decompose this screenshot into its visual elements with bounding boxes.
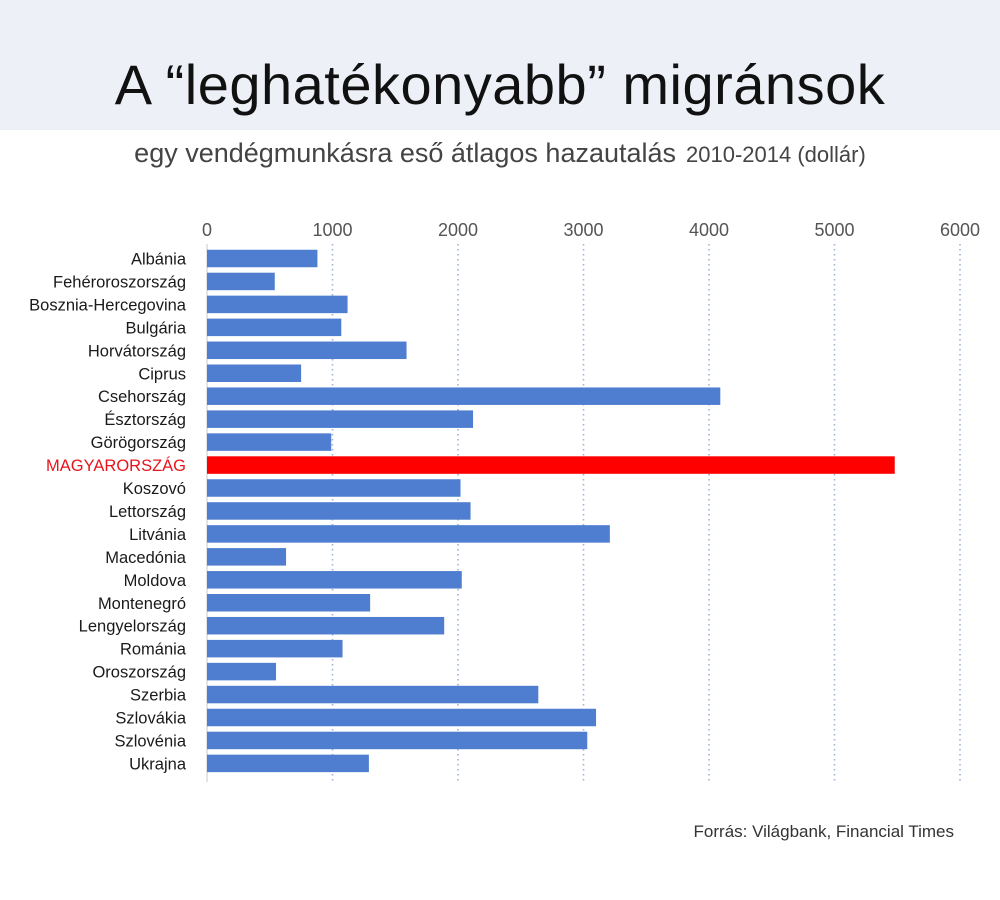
x-tick-label: 3000: [563, 220, 604, 240]
bar-17: [207, 640, 343, 658]
bar-15: [207, 594, 370, 612]
category-label: Fehéroroszország: [53, 273, 186, 292]
category-label: MAGYARORSZÁG: [46, 457, 186, 476]
chart-title: A “leghatékonyabb” migránsok: [114, 53, 886, 116]
bar-14: [207, 571, 462, 589]
bar-8: [207, 433, 331, 451]
bar-18: [207, 663, 276, 681]
category-label: Szerbia: [130, 686, 186, 705]
bar-0: [207, 250, 317, 268]
category-label: Ciprus: [138, 365, 186, 384]
x-tick-label: 2000: [437, 220, 479, 240]
category-label: Bulgária: [125, 319, 186, 338]
category-label: Macedónia: [105, 548, 186, 567]
category-label: Oroszország: [92, 663, 186, 682]
category-label: Románia: [119, 640, 186, 659]
bar-12: [207, 525, 610, 543]
category-label: Csehország: [97, 388, 186, 407]
bar-11: [207, 502, 471, 520]
category-label: Litvánia: [129, 525, 186, 544]
bar-10: [207, 479, 461, 497]
subtitle-main: egy vendégmunkásra eső átlagos hazautalás: [134, 138, 677, 168]
category-label: Szlovákia: [115, 709, 186, 728]
bar-6: [207, 387, 720, 405]
bar-21: [207, 732, 587, 750]
category-label: Albánia: [130, 250, 186, 269]
bar-1: [207, 273, 275, 291]
bar-2: [207, 296, 348, 314]
x-tick-label: 5000: [814, 220, 855, 240]
bar-16: [207, 617, 444, 635]
x-tick-label: 0: [201, 220, 213, 240]
bar-20: [207, 709, 596, 727]
x-tick-label: 6000: [939, 220, 981, 240]
bar-7: [207, 410, 473, 428]
subtitle-period: 2010-2014 (dollár): [686, 142, 866, 167]
category-label: Görögország: [90, 434, 186, 453]
source-note: Forrás: Világbank, Financial Times: [693, 822, 954, 841]
bar-4: [207, 342, 407, 360]
bar-22: [207, 755, 369, 773]
bar-3: [207, 319, 341, 337]
category-label: Lettország: [108, 502, 186, 521]
category-label: Lengyelország: [78, 617, 186, 636]
x-tick-label: 1000: [312, 220, 353, 240]
category-label: Ukrajna: [129, 755, 186, 774]
category-label: Szlovénia: [114, 732, 186, 751]
bar-5: [207, 365, 301, 383]
category-label: Észtország: [104, 411, 186, 430]
x-tick-label: 4000: [688, 220, 730, 240]
bar-13: [207, 548, 286, 566]
category-label: Montenegró: [97, 594, 186, 613]
category-label: Horvátország: [87, 342, 186, 361]
category-label: Moldova: [123, 571, 186, 590]
bar-19: [207, 686, 538, 704]
bar-9: [207, 456, 895, 474]
category-label: Bosznia-Hercegovina: [29, 296, 186, 315]
category-label: Koszovó: [122, 480, 186, 498]
